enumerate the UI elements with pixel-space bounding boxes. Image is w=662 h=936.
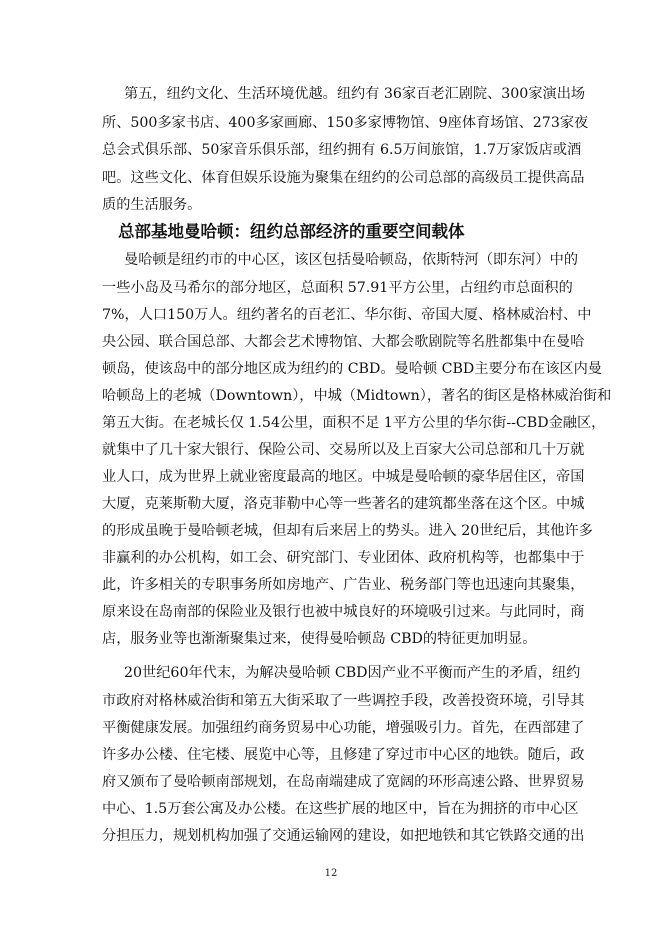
paragraph-2-line-5: 顿岛，使该岛中的部分地区成为纽约的 CBD。曼哈顿 CBD主要分布在该区内曼 [102, 361, 602, 377]
paragraph-2-line-10: 大厦，克莱斯勒大厦，洛克菲勒中心等一些著名的建筑都坐落在这个区。中城 [102, 496, 585, 512]
paragraph-1-line-5: 质的生活服务。 [102, 197, 202, 213]
paragraph-2-line-13: 此，许多相关的专职事务所如房地产、广告业、税务部门等也迅速向其聚集， [102, 577, 585, 593]
paragraph-2-line-9: 业人口，成为世界上就业密度最高的地区。中城是曼哈顿的豪华居住区，帝国 [102, 469, 585, 485]
paragraph-2-line-15: 店，服务业等也渐渐聚集过来，使得曼哈顿岛 CBD的特征更加明显。 [102, 631, 537, 647]
paragraph-3-line-1: 20世纪60年代末，为解决曼哈顿 CBD因产业不平衡而产生的矛盾，纽约 [124, 665, 581, 681]
paragraph-3-line-5: 府又颁布了曼哈顿南部规划，在岛南端建成了宽阔的环形高速公路、世界贸易 [102, 774, 585, 790]
paragraph-3-line-3: 平衡健康发展。加强纽约商务贸易中心功能，增强吸引力。首先，在西部建了 [102, 720, 585, 736]
paragraph-2-line-2: 一些小岛及马希尔的部分地区，总面积 57.91平方公里，占纽约市总面积的 [102, 280, 573, 296]
paragraph-1-line-2: 所、500多家书店、400多家画廊、150多家博物馆、9座体育场馆、273家夜 [102, 115, 589, 131]
page-number: 12 [324, 868, 338, 879]
paragraph-2-line-1: 曼哈顿是纽约市的中心区，该区包括曼哈顿岛，依斯特河（即东河）中的 [124, 252, 579, 268]
paragraph-2-line-6: 哈顿岛上的老城（Downtown），中城（Midtown），著名的街区是格林威治街和 [102, 388, 612, 404]
section-heading: 总部基地曼哈顿：纽约总部经济的重要空间载体 [118, 222, 465, 241]
paragraph-2-line-4: 央公园、联合国总部、大都会艺术博物馆、大都会歌剧院等名胜都集中在曼哈 [102, 334, 585, 350]
paragraph-2-line-3: 7%，人口150万人。纽约著名的百老汇、华尔街、帝国大厦、格林威治村、中 [102, 307, 592, 323]
paragraph-1-line-3: 总会式俱乐部、50家音乐俱乐部，纽约拥有 6.5万间旅馆，1.7万家饭店或酒 [102, 142, 582, 158]
paragraph-2-line-8: 就集中了几十家大银行、保险公司、交易所以及上百家大公司总部和几十万就 [102, 442, 585, 458]
paragraph-1-line-1: 第五，纽约文化、生活环境优越。纽约有 36家百老汇剧院、300家演出场 [124, 86, 586, 102]
paragraph-2-line-14: 原来设在岛南部的保险业及银行也被中城良好的环境吸引过来。与此同时，商 [102, 604, 585, 620]
paragraph-1-line-4: 吧。这些文化、体育但娱乐设施为聚集在纽约的公司总部的高级员工提供高品 [102, 170, 585, 186]
paragraph-3-line-7: 分担压力，规划机构加强了交通运输网的建设，如把地铁和其它铁路交通的出 [102, 828, 585, 844]
paragraph-3-line-6: 中心、1.5万套公寓及办公楼。在这些扩展的地区中，旨在为拥挤的市中心区 [102, 801, 579, 817]
paragraph-3-line-4: 许多办公楼、住宅楼、展览中心等，且修建了穿过市中心区的地铁。随后，政 [102, 747, 585, 763]
paragraph-2-line-12: 非赢利的办公机构，如工会、研究部门、专业团体、政府机构等，也都集中于 [102, 550, 585, 566]
paragraph-3-line-2: 市政府对格林威治街和第五大街采取了一些调控手段，改善投资环境，引导其 [102, 693, 585, 709]
paragraph-2-line-11: 的形成虽晚于曼哈顿老城，但却有后来居上的势头。进入 20世纪后，其他许多 [102, 523, 593, 539]
paragraph-2-line-7: 第五大街。在老城长仅 1.54公里，面积不足 1平方公里的华尔街--CBD金融区， [102, 415, 606, 431]
